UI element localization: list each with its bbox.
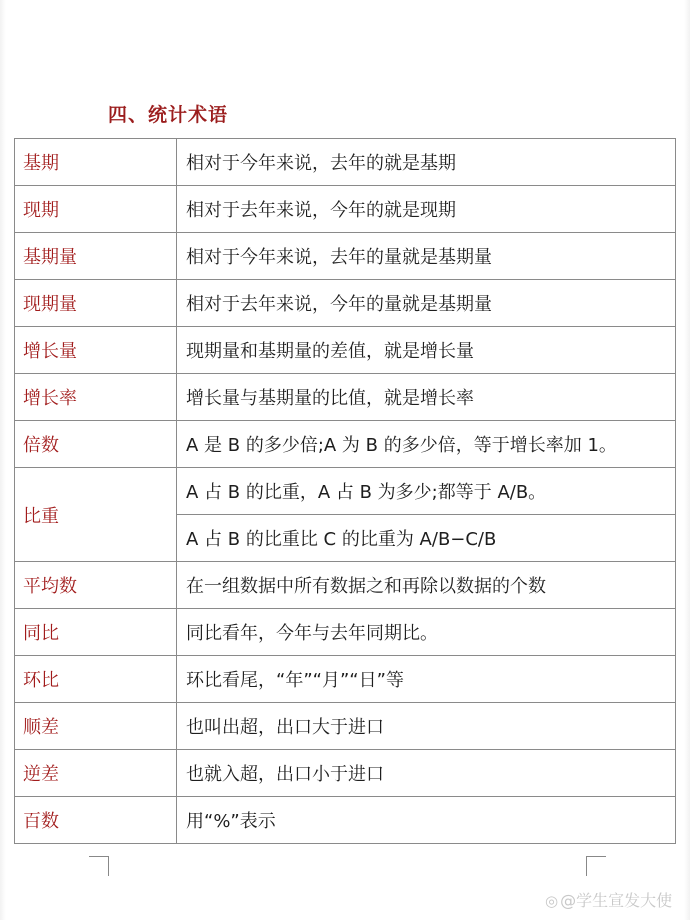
definition-cell: A 是 B 的多少倍;A 为 B 的多少倍，等于增长率加 1。 [177, 421, 676, 468]
term-cell: 逆差 [15, 750, 177, 797]
watermark [545, 888, 672, 911]
table-row [15, 421, 676, 468]
definition-cell: 相对于今年来说，去年的就是基期 [177, 139, 676, 186]
definition-cell: 也就入超，出口小于进口 [177, 750, 676, 797]
term-cell: 倍数 [15, 421, 177, 468]
term-cell: 基期量 [15, 233, 177, 280]
table-row [15, 609, 676, 656]
table-row [15, 562, 676, 609]
definition-cell: 相对于去年来说，今年的量就是基期量 [177, 280, 676, 327]
definition-cell: 用“%”表示 [177, 797, 676, 844]
term-cell: 环比 [15, 656, 177, 703]
term-cell: 百数 [15, 797, 177, 844]
term-cell: 现期 [15, 186, 177, 233]
table-row [15, 139, 676, 186]
definition-cell: 相对于去年来说，今年的就是现期 [177, 186, 676, 233]
definition-cell: 相对于今年来说，去年的量就是基期量 [177, 233, 676, 280]
crop-mark-left [89, 856, 109, 876]
term-cell: 顺差 [15, 703, 177, 750]
definition-cell: 也叫出超，出口大于进口 [177, 703, 676, 750]
definition-cell: A 占 B 的比重，A 占 B 为多少;都等于 A/B。 [177, 468, 676, 515]
table-row [15, 233, 676, 280]
definition-cell: 现期量和基期量的差值，就是增长量 [177, 327, 676, 374]
section-title: 四、统计术语 [108, 104, 229, 126]
term-cell: 基期 [15, 139, 177, 186]
term-cell: 增长率 [15, 374, 177, 421]
term-cell: 同比 [15, 609, 177, 656]
table-row [15, 327, 676, 374]
definition-cell: 增长量与基期量的比值，就是增长率 [177, 374, 676, 421]
terms-table-body [15, 139, 676, 844]
table-row [15, 468, 676, 515]
term-cell: 平均数 [15, 562, 177, 609]
table-row [15, 750, 676, 797]
table-row [15, 656, 676, 703]
table-row [15, 374, 676, 421]
table-row [15, 703, 676, 750]
weibo-icon: ◎ [545, 892, 559, 910]
definition-cell: A 占 B 的比重比 C 的比重为 A/B−C/B [177, 515, 676, 562]
definition-cell: 在一组数据中所有数据之和再除以数据的个数 [177, 562, 676, 609]
table-row [15, 797, 676, 844]
term-cell: 现期量 [15, 280, 177, 327]
term-cell: 增长量 [15, 327, 177, 374]
table-row [15, 186, 676, 233]
definition-cell: 同比看年，今年与去年同期比。 [177, 609, 676, 656]
watermark-text: @学生宣发大使 [560, 891, 673, 910]
terms-table [14, 138, 676, 844]
term-cell: 比重 [15, 468, 177, 562]
crop-mark-right [586, 856, 606, 876]
table-row [15, 280, 676, 327]
definition-cell: 环比看尾，“年”“月”“日”等 [177, 656, 676, 703]
